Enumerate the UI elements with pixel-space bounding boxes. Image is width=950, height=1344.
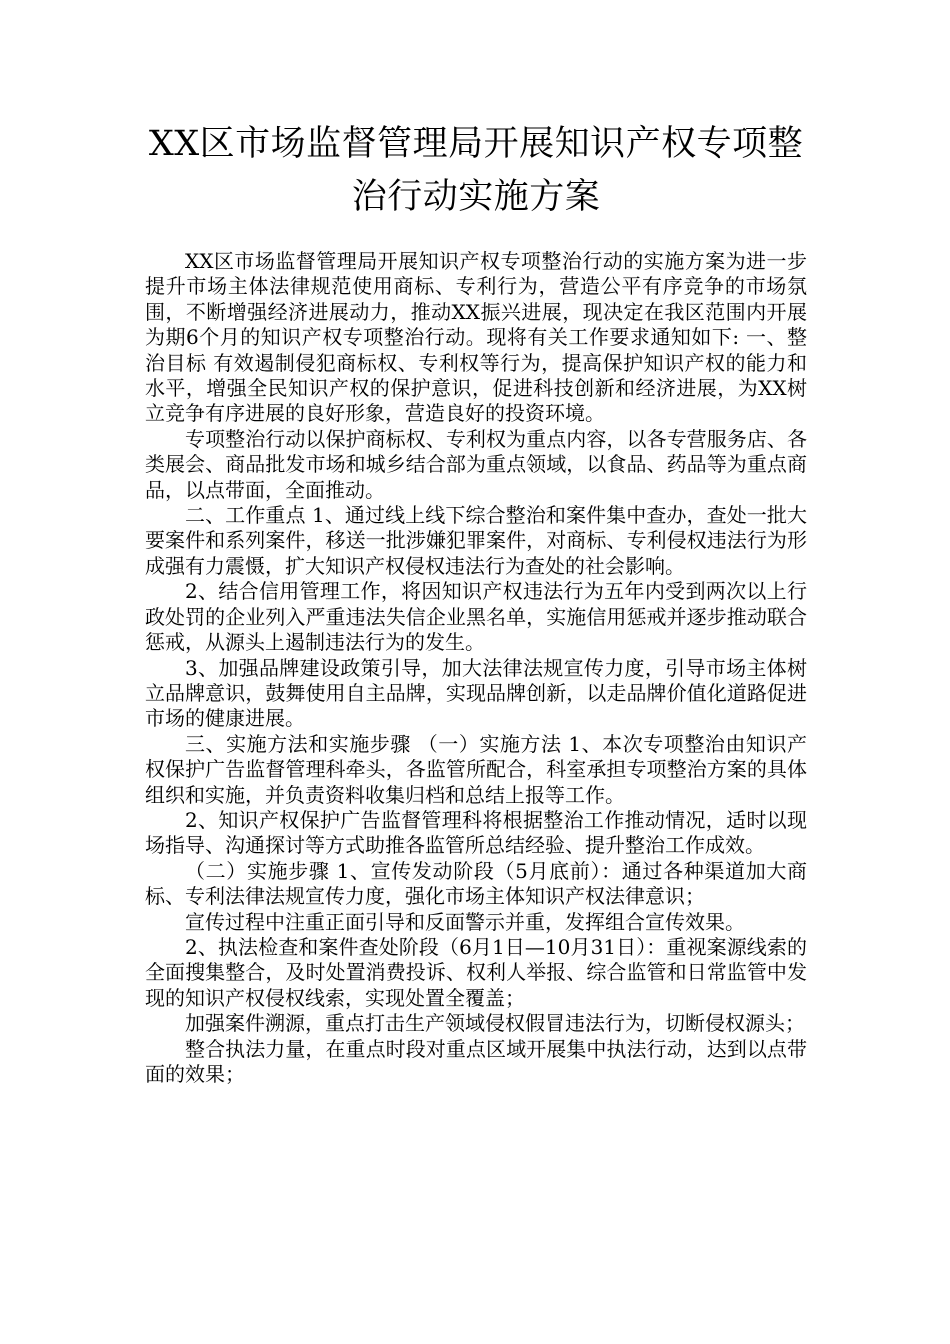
paragraph-steps-enforcement: 整合执法力量，在重点时段对重点区域开展集中执法行动，达到以点带面的效果； [145,1036,807,1086]
paragraph-methods-2: 2、知识产权保护广告监督管理科将根据整治工作推动情况，适时以现场指导、沟通探讨等方式助推各监管所总结经验、提升整治工作成效。 [145,807,807,858]
paragraph-work-focus-1: 二、工作重点 1、通过线上线下综合整治和案件集中查办，查处一批大要案件和系列案件，移送一批涉嫌犯罪案件，对商标、专利侵权违法行为形成强有力震慑，扩大知识产权侵权违法行为查处的社会影响。 [145,503,807,578]
paragraph-work-focus-2: 2、结合信用管理工作，将因知识产权违法行为五年内受到两次以上行政处罚的企业列入严重违法失信企业黑名单，实施信用惩戒并逐步推动联合惩戒，从源头上遏制违法行为的发生。 [145,579,807,655]
title-line-1: XX区市场监督管理局开展知识产权专项整 [148,124,804,164]
paragraph-work-focus-3: 3、加强品牌建设政策引导，加大法律法规宣传力度，引导市场主体树立品牌意识，鼓舞使用自主品牌，实现品牌创新，以走品牌价值化道路促进市场的健康进展。 [145,655,807,731]
paragraph-steps-tracing: 加强案件溯源，重点打击生产领域侵权假冒违法行为，切断侵权源头； [185,1011,805,1036]
paragraph-intro: XX区市场监督管理局开展知识产权专项整治行动的实施方案为进一步提升市场主体法律规范使用商标、专利行为，营造公平有序竞争的市场氛围，不断增强经济进展动力，推动XX振兴进展，现决定在我区范围内开展为期6个月的知识产权专项整治行动。现将有关工作要求通知如下: 一、整治目标 有效遏制侵犯商标权、专利权等行为，提高保护知识产权的能力和水平，增强全民知识产权的保护意识，促进科技创新和经济进展，为XX树立竞争有序进展的良好形象，营造良好的投资环境。 [145,249,807,426]
title-line-2: 治行动实施方案 [351,177,601,217]
paragraph-steps-1: （二）实施步骤 1、宣传发动阶段（5月底前）：通过各种渠道加大商标、专利法律法规宣传力度，强化市场主体知识产权法律意识； [145,858,807,909]
document-page [145,118,807,1087]
document-title [145,118,807,224]
paragraph-steps-publicity: 宣传过程中注重正面引导和反面警示并重，发挥组合宣传效果。 [185,909,745,934]
paragraph-focus-areas: 专项整治行动以保护商标权、专利权为重点内容，以各专营服务店、各类展会、商品批发市场和城乡结合部为重点领域，以食品、药品等为重点商品，以点带面，全面推动。 [145,426,807,502]
paragraph-methods-1: 三、实施方法和实施步骤 （一）实施方法 1、本次专项整治由知识产权保护广告监督管理科牵头，各监管所配合，科室承担专项整治方案的具体组织和实施，并负责资料收集归档和总结上报等工作。 [145,731,807,807]
document-body [145,249,807,1087]
paragraph-steps-2: 2、执法检查和案件查处阶段（6月1日—10月31日）：重视案源线索的全面搜集整合，及时处置消费投诉、权利人举报、综合监管和日常监管中发现的知识产权侵权线索，实现处置全覆盖； [145,934,807,1010]
